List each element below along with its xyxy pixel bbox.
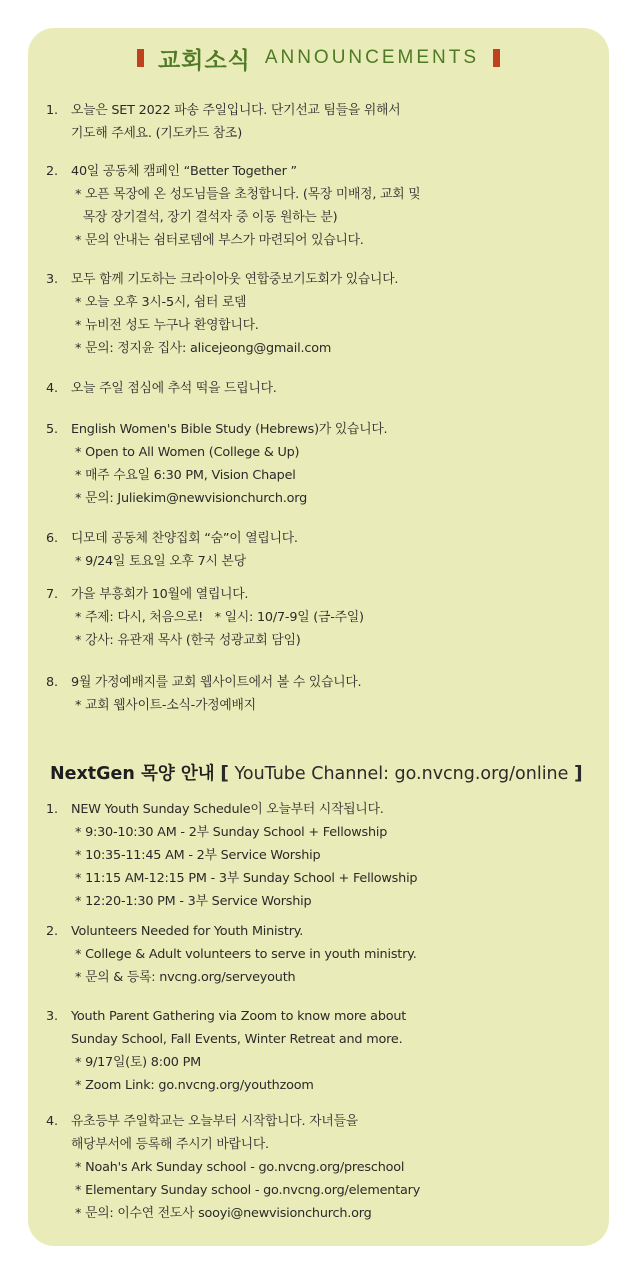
item-sub-line: * 9/17일(토) 8:00 PM xyxy=(75,1055,201,1070)
item-text: English Women's Bible Study (Hebrews)가 있습니다. xyxy=(71,422,388,437)
item-sub-line: * 문의: Juliekim@newvisionchurch.org xyxy=(75,491,308,506)
item-sub-line: * 교회 웹사이트-소식-가정예배지 xyxy=(75,698,256,713)
item-text: 9월 가정예배지를 교회 웹사이트에서 볼 수 있습니다. xyxy=(71,675,362,690)
bracket-open: [ xyxy=(220,762,229,784)
item-sub-line: * College & Adult volunteers to serve in youth ministry. xyxy=(75,947,417,962)
nextgen-item-4 xyxy=(46,1110,606,1225)
item-sub-line: * 문의 안내는 쉼터로뎀에 부스가 마련되어 있습니다. xyxy=(75,233,364,248)
item-number: 4. xyxy=(46,381,58,396)
item-continuation: 해당부서에 등록해 주시기 바랍니다. xyxy=(71,1137,269,1152)
item-sub-line: * 문의: 정지윤 집사: alicejeong@gmail.com xyxy=(75,341,332,356)
item-sub-line: * 9:30-10:30 AM - 2부 Sunday School + Fellowship xyxy=(75,825,388,840)
item-continuation: 기도해 주세요. (기도카드 참조) xyxy=(71,126,242,141)
item-sub-line: * 주제: 다시, 처음으로! * 일시: 10/7-9일 (금-주일) xyxy=(75,610,364,625)
announcements-header xyxy=(28,38,609,78)
nextgen-header xyxy=(50,762,583,786)
preschool-link[interactable]: * Noah's Ark Sunday school - go.nvcng.org/preschool xyxy=(75,1160,405,1175)
announcement-item-8 xyxy=(46,671,606,717)
item-number: 3. xyxy=(46,1009,58,1024)
announcement-item-1 xyxy=(46,99,606,145)
item-number: 2. xyxy=(46,164,58,179)
item-number: 6. xyxy=(46,531,58,546)
announcement-item-4 xyxy=(46,377,606,400)
item-text: Volunteers Needed for Youth Ministry. xyxy=(71,924,304,939)
item-number: 3. xyxy=(46,272,58,287)
item-number: 7. xyxy=(46,587,58,602)
item-text: 가을 부흥회가 10월에 열립니다. xyxy=(71,587,249,602)
bracket-close: ] xyxy=(573,762,583,784)
announcement-item-7 xyxy=(46,583,606,652)
announcement-item-3 xyxy=(46,268,606,360)
contact-email-link[interactable]: * 문의: 이수연 전도사 sooyi@newvisionchurch.org xyxy=(75,1206,372,1221)
item-sub-line: 목장 장기결석, 장기 결석자 중 이동 원하는 분) xyxy=(75,210,338,225)
title-english: ANNOUNCEMENTS xyxy=(264,47,480,68)
item-sub-line: * 12:20-1:30 PM - 3부 Service Worship xyxy=(75,894,312,909)
announcement-item-2 xyxy=(46,160,606,252)
youthzoom-link[interactable]: * Zoom Link: go.nvcng.org/youthzoom xyxy=(75,1078,314,1093)
item-number: 5. xyxy=(46,422,58,437)
item-sub-line: * 오늘 오후 3시-5시, 쉼터 로뎀 xyxy=(75,295,247,310)
item-sub-line: * 11:15 AM-12:15 PM - 3부 Sunday School + Fellowship xyxy=(75,871,418,886)
announcements-card xyxy=(28,28,609,1246)
nextgen-item-1 xyxy=(46,798,606,913)
elementary-link[interactable]: * Elementary Sunday school - go.nvcng.org/elementary xyxy=(75,1183,421,1198)
item-number: 1. xyxy=(46,103,58,118)
item-text: 유초등부 주일학교는 오늘부터 시작합니다. 자녀들을 xyxy=(71,1114,358,1129)
item-continuation: Sunday School, Fall Events, Winter Retreat and more. xyxy=(71,1032,403,1047)
item-text: Youth Parent Gathering via Zoom to know more about xyxy=(71,1009,407,1024)
nextgen-item-2 xyxy=(46,920,606,989)
item-text: 디모데 공동체 찬양집회 “숨”이 열립니다. xyxy=(71,531,298,546)
item-number: 4. xyxy=(46,1114,58,1129)
item-number: 2. xyxy=(46,924,58,939)
item-text: 40일 공동체 캠페인 “Better Together ” xyxy=(71,164,297,179)
left-red-bar-icon xyxy=(137,49,144,67)
announcement-item-5 xyxy=(46,418,606,510)
item-sub-line: * 10:35-11:45 AM - 2부 Service Worship xyxy=(75,848,321,863)
item-sub-line: * Open to All Women (College & Up) xyxy=(75,445,300,460)
item-sub-line: * 매주 수요일 6:30 PM, Vision Chapel xyxy=(75,468,296,483)
youtube-channel-link[interactable]: YouTube Channel: go.nvcng.org/online xyxy=(228,764,574,784)
right-red-bar-icon xyxy=(493,49,500,67)
item-sub-line: * 뉴비전 성도 누구나 환영합니다. xyxy=(75,318,259,333)
item-text: 모두 함께 기도하는 크라이아웃 연합중보기도회가 있습니다. xyxy=(71,272,399,287)
nextgen-title: NextGen 목양 안내 xyxy=(50,764,215,784)
item-text: NEW Youth Sunday Schedule이 오늘부터 시작됩니다. xyxy=(71,802,384,817)
item-number: 8. xyxy=(46,675,58,690)
serveyouth-link[interactable]: * 문의 & 등록: nvcng.org/serveyouth xyxy=(75,970,296,985)
title-korean: 교회소식 xyxy=(157,47,251,74)
item-sub-line: * 강사: 유관재 목사 (한국 성광교회 담임) xyxy=(75,633,301,648)
item-number: 1. xyxy=(46,802,58,817)
announcement-item-6 xyxy=(46,527,606,573)
item-text: 오늘은 SET 2022 파송 주일입니다. 단기선교 팀들을 위해서 xyxy=(71,103,401,118)
item-text: 오늘 주일 점심에 추석 떡을 드립니다. xyxy=(71,381,277,396)
nextgen-item-3 xyxy=(46,1005,606,1097)
item-sub-line: * 오픈 목장에 온 성도님들을 초청합니다. (목장 미배정, 교회 및 xyxy=(75,187,421,202)
item-sub-line: * 9/24일 토요일 오후 7시 본당 xyxy=(75,554,246,569)
